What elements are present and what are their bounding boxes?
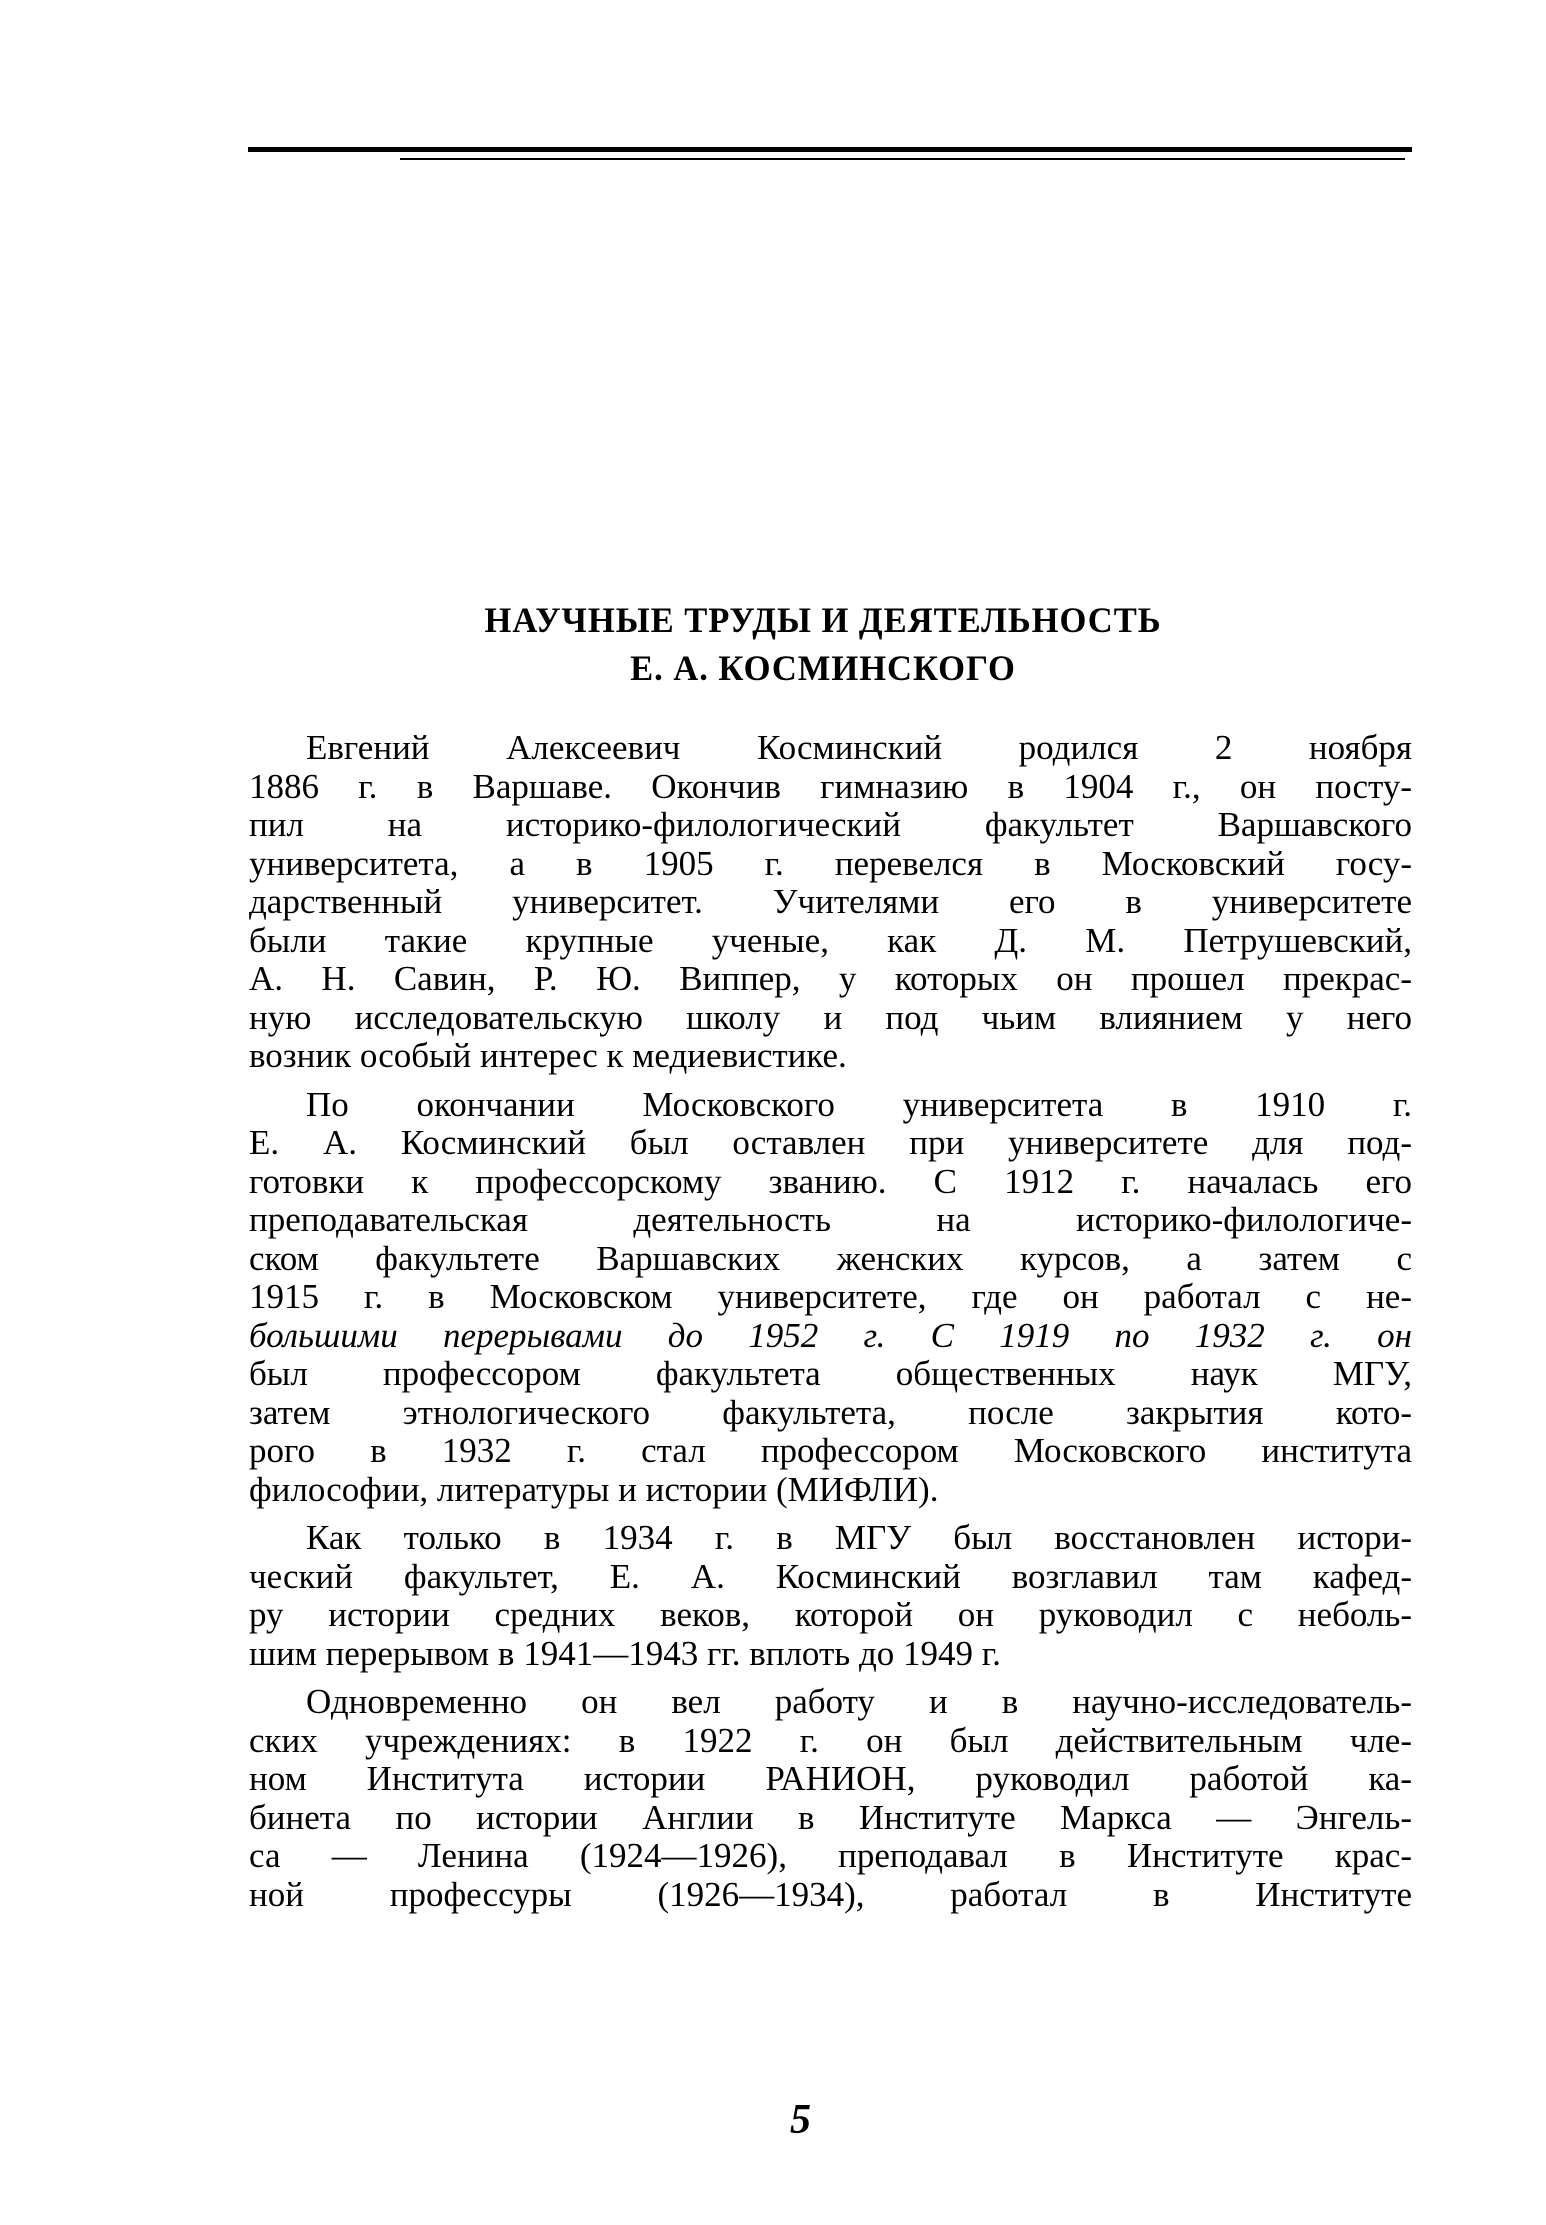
- body-text: [249, 729, 1412, 1924]
- text-line: были такие крупные ученые, как Д. М. Петрушевский,: [249, 920, 1412, 960]
- text-line: По окончании Московского университета в 1910 г.: [306, 1084, 1412, 1124]
- text-line: шим перерывом в 1941—1943 гг. вплоть до 1949 г.: [249, 1633, 1001, 1673]
- chapter-title-line-1: НАУЧНЫЕ ТРУДЫ И ДЕЯТЕЛЬНОСТЬ: [484, 600, 1162, 640]
- paragraph-4: [249, 1683, 1412, 1914]
- page-number: 5: [790, 2097, 811, 2143]
- text-line: возник особый интерес к медиевистике.: [249, 1036, 847, 1075]
- header-rule-thin: [400, 158, 1405, 160]
- text-line: университета, а в 1905 г. перевелся в Московский госу-: [249, 843, 1412, 883]
- text-line: был профессором факультета общественных наук МГУ,: [249, 1354, 1412, 1393]
- paragraph-2: [249, 1086, 1412, 1510]
- paragraph-1: [249, 729, 1412, 1076]
- text-line: преподавательская деятельность на историко-филологиче-: [249, 1200, 1412, 1239]
- text-line: ских учреждениях: в 1922 г. он был действительным чле-: [249, 1720, 1412, 1760]
- text-line: ческий факультет, Е. А. Косминский возглавил там кафед-: [249, 1556, 1412, 1596]
- text-line: затем этнологического факультета, после закрытия кото-: [249, 1392, 1412, 1432]
- chapter-title-line-2: Е. А. КОСМИНСКОГО: [630, 648, 1016, 688]
- text-line: 1886 г. в Варшаве. Окончив гимназию в 1904 г., он посту-: [249, 766, 1412, 806]
- text-line-italic: большими перерывами до 1952 г. С 1919 по 1932 г. он: [249, 1315, 1412, 1355]
- text-line: са — Ленина (1924—1926), преподавал в Институте крас-: [249, 1836, 1412, 1875]
- text-line: Как только в 1934 г. в МГУ был восстановлен истори-: [306, 1518, 1412, 1557]
- header-rule-thick: [248, 147, 1412, 152]
- text-line: философии, литературы и истории (МИФЛИ).: [249, 1469, 939, 1509]
- text-line: ной профессуры (1926—1934), работал в Институте: [249, 1874, 1412, 1914]
- text-line: пил на историко-филологический факультет Варшавского: [249, 805, 1412, 844]
- text-line: А. Н. Савин, Р. Ю. Виппер, у которых он прошел прекрас-: [249, 959, 1412, 998]
- text-line: бинета по истории Англии в Институте Маркса — Энгель-: [249, 1797, 1412, 1837]
- text-line: ную исследовательскую школу и под чьим влиянием у него: [249, 997, 1412, 1037]
- text-line: Е. А. Косминский был оставлен при университете для под-: [249, 1123, 1412, 1162]
- paragraph-3: [249, 1519, 1412, 1673]
- text-line: рого в 1932 г. стал профессором Московского института: [249, 1431, 1412, 1470]
- text-line: Одновременно он вел работу и в научно-исследователь-: [306, 1682, 1412, 1721]
- text-line: Евгений Алексеевич Косминский родился 2 ноября: [306, 728, 1412, 767]
- text-line: ском факультете Варшавских женских курсов, а затем с: [249, 1238, 1412, 1278]
- text-line: ру истории средних веков, которой он руководил с неболь-: [249, 1595, 1412, 1634]
- text-line: 1915 г. в Московском университете, где он работал с не-: [249, 1277, 1412, 1316]
- text-line: готовки к профессорскому званию. С 1912 г. началась его: [249, 1161, 1412, 1201]
- chapter-title: [321, 596, 1325, 692]
- text-line: ном Института истории РАНИОН, руководил работой ка-: [249, 1759, 1412, 1798]
- text-line: дарственный университет. Учителями его в университете: [249, 882, 1412, 921]
